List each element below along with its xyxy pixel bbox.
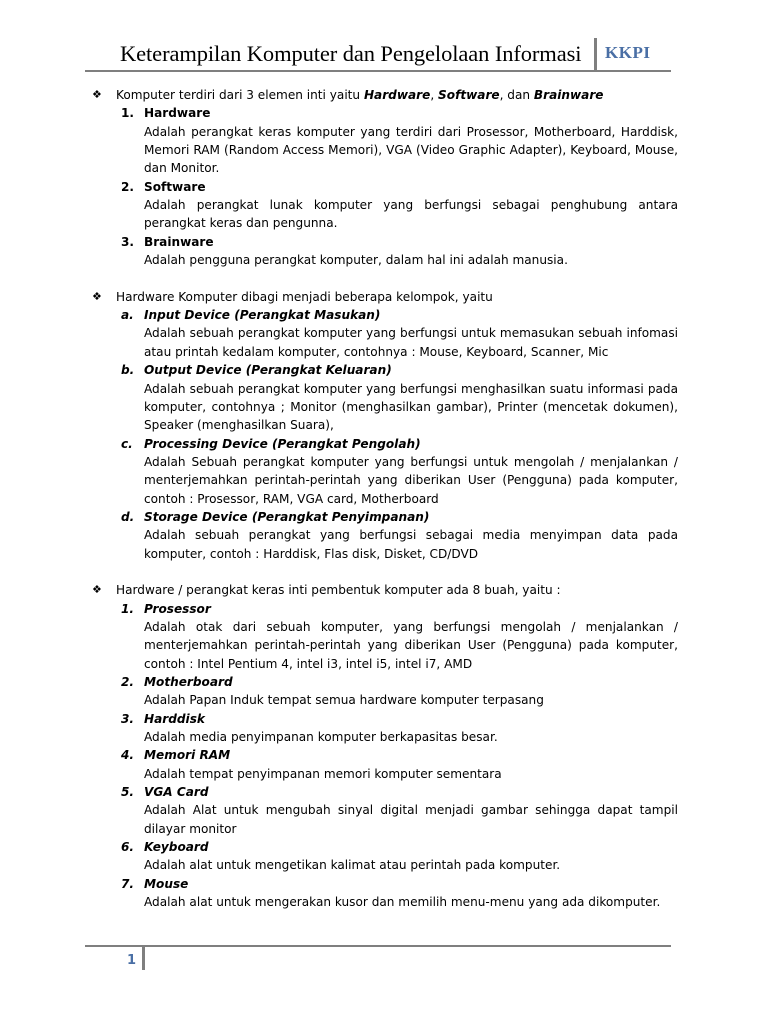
list-item: [92, 710, 678, 747]
list-item-description: Adalah perangkat keras komputer yang terdiri dari Prosessor, Motherboard, Harddisk, Memori RAM (Random Access Memori), VGA (Video Graphic Adapter), Keyboard, Mouse, dan Monitor.: [144, 124, 678, 176]
list-item: [92, 435, 678, 508]
document-body: [92, 86, 678, 930]
list-item: [92, 306, 678, 361]
list-marker: b.: [121, 363, 135, 378]
list-marker: 2.: [121, 179, 135, 194]
diamond-bullet-icon: ❖: [92, 289, 102, 303]
list-marker: a.: [121, 308, 134, 323]
header-tag: KKPI: [605, 43, 651, 62]
intro-segment: ,: [430, 88, 439, 102]
list-item: [92, 600, 678, 673]
intro-segment: Brainware: [533, 88, 604, 102]
list-marker: 2.: [121, 675, 135, 689]
intro-segment: Komputer terdiri dari 3 elemen inti yaitu: [116, 88, 364, 102]
section-3: [92, 581, 678, 911]
section-intro: [92, 288, 678, 306]
page-number: 1: [127, 953, 137, 968]
list-item-description: Adalah otak dari sebuah komputer, yang berfungsi mengolah / menjalankan / menterjemahkan perintah-perintah yang diberikan User (Pengguna) pada komputer, contoh : Intel Pentium 4, intel i3, intel i5, intel i7, AMD: [144, 619, 678, 671]
list-item-description: Adalah alat untuk mengetikan kalimat atau perintah pada komputer.: [144, 858, 561, 873]
page-header-title: Keterampilan Komputer dan Pengelolaan Informasi: [120, 41, 582, 66]
list-marker: 6.: [121, 840, 135, 855]
list-marker: d.: [121, 509, 135, 524]
diamond-bullet-icon: ❖: [92, 88, 102, 101]
list-marker: 3.: [121, 234, 135, 249]
list-item-title: Motherboard: [144, 675, 233, 689]
list-marker: 7.: [121, 876, 135, 891]
list-item-description: Adalah Alat untuk mengubah sinyal digital menjadi gambar sehingga dapat tampil dilayar monitor: [144, 803, 678, 836]
list-item-description: Adalah perangkat lunak komputer yang berfungsi sebagai penghubung antara perangkat keras dan pengunna.: [144, 198, 678, 231]
intro-segment: Hardware: [363, 88, 431, 102]
section-intro: [92, 581, 678, 599]
list-item-title: Storage Device (Perangkat Penyimpanan): [144, 509, 430, 524]
diamond-bullet-icon: ❖: [92, 583, 102, 597]
list-item: [92, 875, 678, 912]
list-item-description: Adalah sebuah perangkat komputer yang berfungsi untuk memasukan sebuah infomasi atau printah kedalam komputer, contohnya : Mouse, Keyboard, Scanner, Mic: [144, 326, 678, 359]
list-marker: c.: [121, 436, 133, 451]
section-intro: [92, 86, 678, 104]
list-marker: 1.: [121, 601, 135, 616]
list-item-title: Memori RAM: [144, 748, 231, 763]
list-item: [92, 746, 678, 783]
list-marker: 4.: [121, 748, 135, 763]
list-item: [92, 233, 678, 270]
list-item-description: Adalah media penyimpanan komputer berkapasitas besar.: [144, 730, 498, 745]
list-item-description: Adalah pengguna perangkat komputer, dalam hal ini adalah manusia.: [144, 253, 568, 268]
list-item-title: Mouse: [144, 876, 189, 891]
list-item-title: Input Device (Perangkat Masukan): [144, 308, 381, 323]
list-item-description: Adalah alat untuk mengerakan kusor dan memilih menu-menu yang ada dikomputer.: [144, 895, 661, 910]
list-item-title: Hardware: [144, 106, 211, 121]
list-item: [92, 178, 678, 233]
list-item: [92, 361, 678, 434]
list-item-description: Adalah sebuah perangkat komputer yang berfungsi menghasilkan suatu informasi pada komputer, contohnya ; Monitor (menghasilkan gambar), Printer (mencetak dokumen), Speaker (menghasilkan Suara),: [144, 381, 678, 433]
list-marker: 3.: [121, 711, 135, 726]
list-item-title: Processing Device (Perangkat Pengolah): [144, 436, 421, 451]
list-item: [92, 838, 678, 875]
list-item-title: Keyboard: [144, 840, 209, 855]
list-item-description: Adalah Papan Induk tempat semua hardware komputer terpasang: [144, 693, 544, 708]
section-1: [92, 86, 678, 269]
footer-rule: [85, 945, 671, 947]
list-item-description: Adalah tempat penyimpanan memori komputer sementara: [144, 766, 502, 781]
list-item-title: Output Device (Perangkat Keluaran): [144, 363, 392, 378]
list-item: [92, 508, 678, 563]
section-2: [92, 288, 678, 563]
list-marker: 1.: [121, 106, 135, 121]
list-item-description: Adalah sebuah perangkat yang berfungsi sebagai media menyimpan data pada komputer, contoh : Harddisk, Flas disk, Disket, CD/DVD: [144, 528, 678, 561]
list-marker: 5.: [121, 785, 135, 800]
list-item-title: Prosessor: [144, 601, 211, 616]
list-item-title: Software: [144, 179, 206, 194]
header-rule: [85, 70, 671, 72]
intro-segment: Software: [438, 88, 500, 102]
list-item: [92, 783, 678, 838]
intro-segment: Hardware / perangkat keras inti pembentuk komputer ada 8 buah, yaitu :: [116, 583, 561, 598]
list-item-description: Adalah Sebuah perangkat komputer yang berfungsi untuk mengolah / menjalankan / menterjemahkan perintah-perintah yang diberikan User (Pengguna) pada komputer, contoh : Prosessor, RAM, VGA card, Motherboard: [144, 454, 678, 506]
header-divider: [594, 38, 597, 71]
list-item-title: Brainware: [144, 234, 214, 249]
list-item-title: VGA Card: [144, 785, 209, 800]
intro-segment: , dan: [499, 88, 534, 102]
list-item: [92, 104, 678, 177]
intro-segment: Hardware Komputer dibagi menjadi beberapa kelompok, yaitu: [116, 289, 493, 304]
list-item-title: Harddisk: [144, 711, 205, 726]
footer-divider: [142, 946, 145, 970]
list-item: [92, 673, 678, 710]
